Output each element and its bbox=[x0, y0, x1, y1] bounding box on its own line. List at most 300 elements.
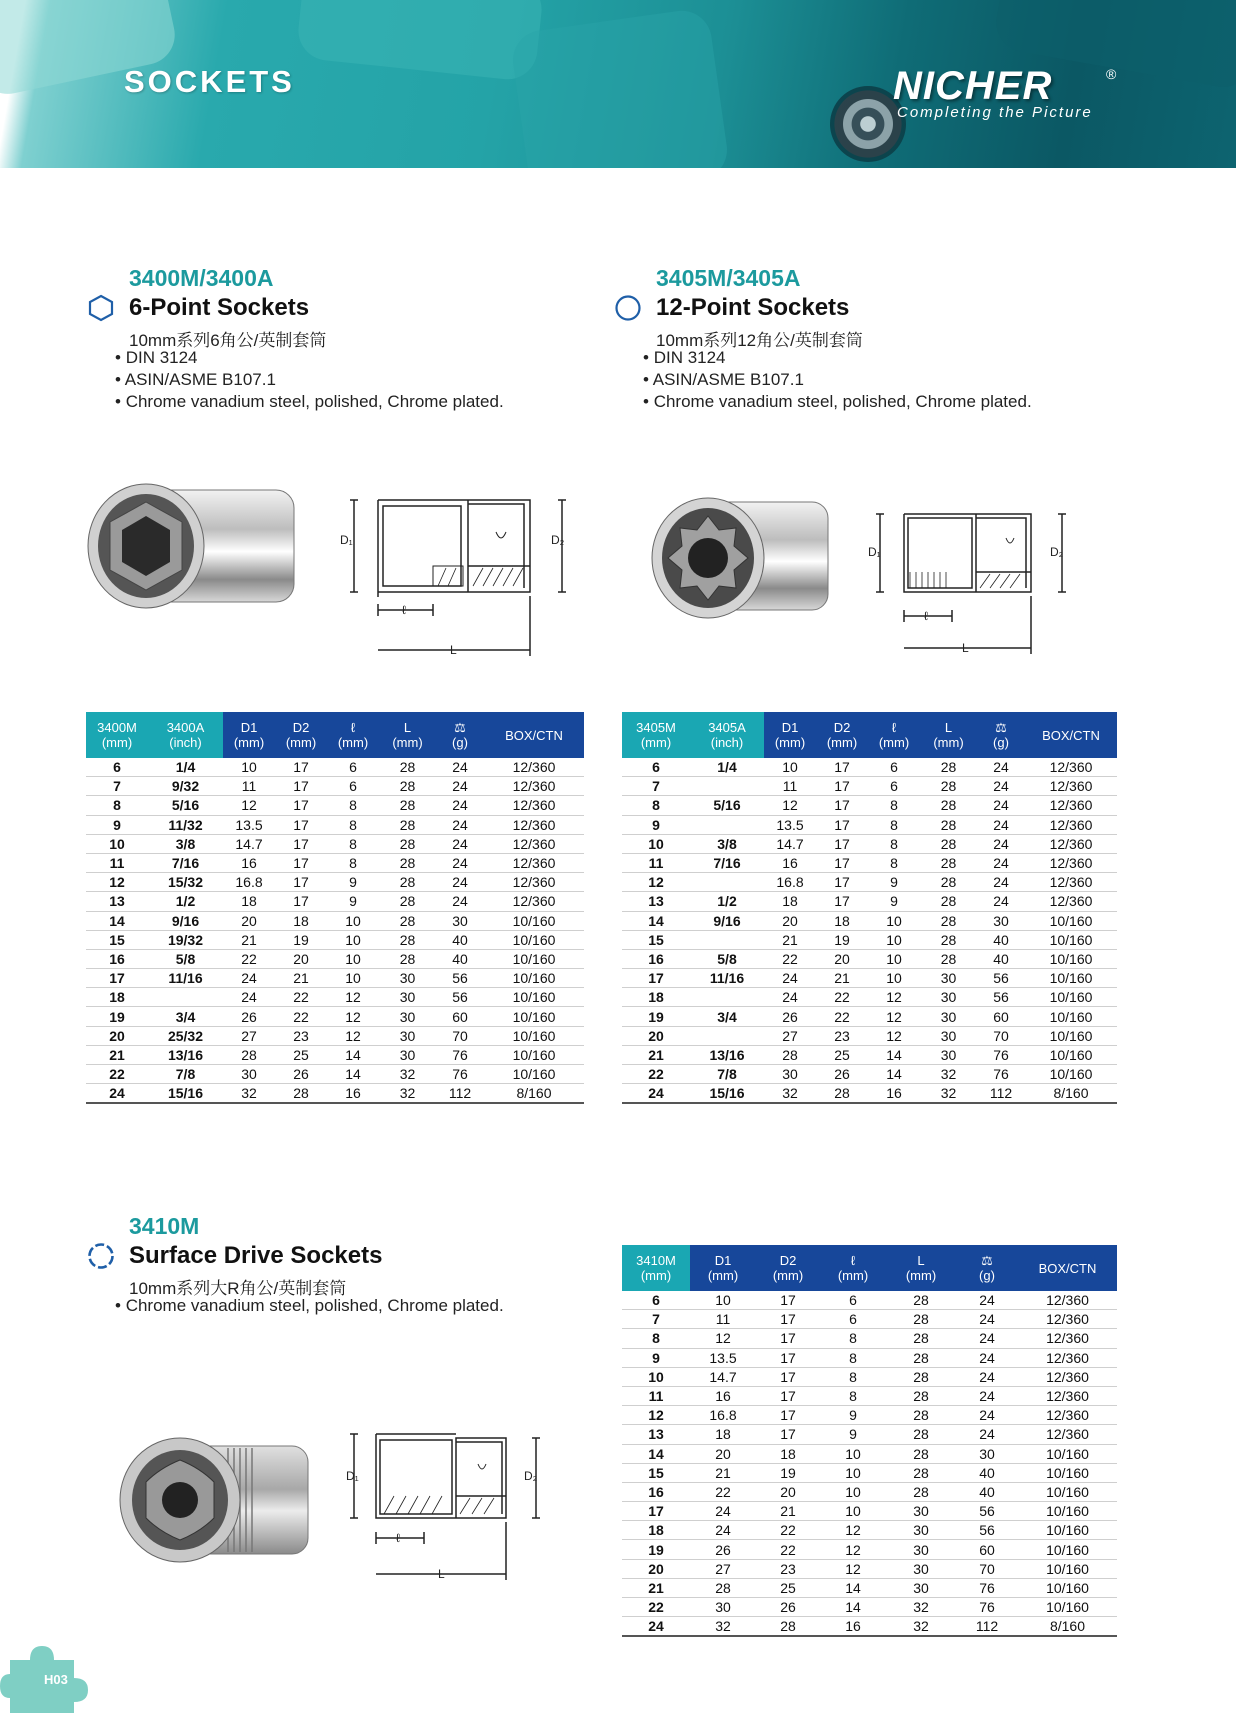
table-row bbox=[622, 815, 1117, 834]
table-cell: 9 bbox=[349, 893, 357, 910]
table-cell: 30 bbox=[913, 1503, 929, 1520]
table-cell: 28 bbox=[913, 1483, 929, 1500]
table-cell: 30 bbox=[399, 970, 416, 987]
d2-label: D₂ bbox=[551, 533, 565, 547]
table-cell: 14 bbox=[345, 1046, 361, 1063]
table-cell: 30 bbox=[913, 1522, 929, 1539]
table-cell: 19 bbox=[834, 931, 850, 948]
column-header-label: 3405M bbox=[636, 720, 676, 735]
table-cell: 12 bbox=[886, 989, 902, 1006]
table-cell: 24 bbox=[715, 1503, 731, 1520]
table-row bbox=[622, 1463, 1117, 1482]
table-cell: 8 bbox=[349, 816, 357, 833]
table-cell: 22 bbox=[293, 989, 309, 1006]
column-header bbox=[977, 712, 1025, 758]
table-cell: 12 bbox=[109, 874, 125, 891]
table-cell: 24 bbox=[993, 855, 1009, 872]
feature-item: • Chrome vanadium steel, polished, Chrome plated. bbox=[643, 391, 1032, 413]
table-cell: 24 bbox=[979, 1292, 995, 1309]
table-cell: 1/4 bbox=[175, 759, 196, 776]
column-header-label: L bbox=[403, 720, 412, 735]
table-cell bbox=[690, 988, 764, 1007]
feature-item: • ASIN/ASME B107.1 bbox=[643, 369, 1032, 391]
table-cell: 24 bbox=[452, 874, 468, 891]
table-row bbox=[86, 930, 584, 949]
column-header-unit: (mm) bbox=[772, 1268, 804, 1283]
table-cell: 32 bbox=[940, 1066, 957, 1083]
table-cell: 15 bbox=[648, 931, 664, 948]
table-cell: 30 bbox=[940, 970, 957, 987]
table-cell: 24 bbox=[993, 893, 1009, 910]
table-cell: 28 bbox=[913, 1311, 929, 1328]
table-row bbox=[622, 777, 1117, 796]
table-cell: 16 bbox=[845, 1618, 861, 1635]
table-cell: 40 bbox=[993, 950, 1009, 967]
table-cell: 24 bbox=[782, 970, 798, 987]
table-cell: 17 bbox=[834, 835, 850, 852]
table-cell: 11/16 bbox=[168, 970, 203, 987]
table-cell: 32 bbox=[399, 1066, 416, 1083]
product-code: 3405M/3405A bbox=[656, 265, 801, 291]
column-header bbox=[886, 1245, 956, 1291]
table-cell: 20 bbox=[834, 950, 850, 967]
table-cell: 13 bbox=[109, 893, 125, 910]
column-header-unit: (mm) bbox=[774, 735, 806, 750]
table-row bbox=[86, 834, 584, 853]
table-cell: 13/16 bbox=[167, 1046, 204, 1063]
table-cell: 10/160 bbox=[512, 912, 556, 929]
table-cell: 22 bbox=[834, 989, 850, 1006]
circle-outline-icon bbox=[614, 294, 642, 322]
table-cell: 28 bbox=[782, 1046, 798, 1063]
table-cell: 10 bbox=[648, 835, 664, 852]
table-cell: 10/160 bbox=[512, 1027, 556, 1044]
table-cell: 10 bbox=[345, 912, 361, 929]
table-cell: 13.5 bbox=[709, 1349, 737, 1366]
table-cell: 26 bbox=[782, 1008, 798, 1025]
table-cell: 11 bbox=[715, 1311, 731, 1328]
column-header bbox=[223, 712, 275, 758]
table-row bbox=[622, 873, 1117, 892]
table-cell: 12/360 bbox=[1049, 797, 1093, 814]
table-cell: 14 bbox=[648, 912, 664, 929]
hex-socket-photo bbox=[84, 480, 309, 615]
table-cell: 7 bbox=[652, 778, 660, 795]
column-header-label: ⚖ bbox=[981, 1253, 993, 1268]
table-cell: 10 bbox=[345, 950, 361, 967]
table-row bbox=[622, 758, 1117, 777]
table-cell: 12 bbox=[845, 1522, 861, 1539]
table-cell: 10 bbox=[109, 835, 125, 852]
table-cell: 17 bbox=[293, 759, 309, 776]
table-cell: 16.8 bbox=[709, 1407, 737, 1424]
table-cell: 17 bbox=[293, 816, 309, 833]
table-cell: 40 bbox=[993, 931, 1009, 948]
table-cell: 6 bbox=[849, 1311, 857, 1328]
table-cell: 10/160 bbox=[1046, 1464, 1089, 1481]
table-cell: 6 bbox=[652, 1292, 660, 1309]
table-cell: 21 bbox=[715, 1464, 731, 1481]
table-cell: 32 bbox=[940, 1085, 957, 1102]
table-cell: 27 bbox=[782, 1027, 798, 1044]
feature-item: • Chrome vanadium steel, polished, Chrome plated. bbox=[115, 391, 504, 413]
table-cell: 10 bbox=[345, 931, 361, 948]
table-cell: 22 bbox=[780, 1541, 796, 1558]
column-header-label: D1 bbox=[714, 1253, 732, 1268]
table-row bbox=[86, 873, 584, 892]
table-cell: 24 bbox=[993, 778, 1009, 795]
table-cell: 30 bbox=[913, 1541, 929, 1558]
table-cell: 24 bbox=[993, 835, 1009, 852]
table-cell: 8 bbox=[652, 797, 660, 814]
table-cell: 76 bbox=[979, 1599, 995, 1616]
table-cell: 30 bbox=[993, 912, 1009, 929]
table-cell: 12/360 bbox=[512, 893, 556, 910]
table-cell: 16.8 bbox=[235, 874, 263, 891]
table-cell: 25 bbox=[834, 1046, 850, 1063]
table-row bbox=[622, 834, 1117, 853]
table-cell: 20 bbox=[648, 1560, 664, 1577]
table-cell: 56 bbox=[452, 970, 468, 987]
table-cell: 32 bbox=[715, 1618, 731, 1635]
table-cell: 11 bbox=[648, 1388, 664, 1405]
table-cell: 28 bbox=[940, 759, 957, 776]
table-cell: 6 bbox=[652, 759, 660, 776]
table-cell: 28 bbox=[715, 1579, 731, 1596]
column-header-label: ⚖ bbox=[995, 720, 1007, 735]
table-cell: 10/160 bbox=[1049, 1066, 1093, 1083]
table-cell: 10/160 bbox=[1046, 1445, 1089, 1462]
table-cell: 12/360 bbox=[1049, 816, 1093, 833]
table-cell: 16 bbox=[241, 855, 257, 872]
table-cell: 6 bbox=[849, 1292, 857, 1309]
column-header bbox=[622, 712, 690, 758]
section-title: Surface Drive Sockets bbox=[129, 1242, 383, 1269]
table-row bbox=[622, 1617, 1117, 1637]
table-cell: 27 bbox=[715, 1560, 731, 1577]
table-cell: 20 bbox=[241, 912, 257, 929]
table-row bbox=[622, 1521, 1117, 1540]
table-cell: 10/160 bbox=[512, 1008, 556, 1025]
table-cell: 28 bbox=[399, 912, 416, 929]
table-cell: 70 bbox=[979, 1560, 995, 1577]
column-header bbox=[86, 712, 148, 758]
table-cell: 28 bbox=[399, 931, 416, 948]
table-cell: 8 bbox=[652, 1330, 660, 1347]
table-row bbox=[622, 1578, 1117, 1597]
table-cell: 32 bbox=[782, 1085, 798, 1102]
column-header bbox=[622, 1245, 690, 1291]
table-cell: 17 bbox=[780, 1292, 796, 1309]
table-cell: 17 bbox=[780, 1368, 796, 1385]
column-header-unit: (mm) bbox=[707, 1268, 739, 1283]
brand-tagline: Completing the Picture bbox=[897, 104, 1093, 121]
table-cell: 28 bbox=[241, 1046, 257, 1063]
table-cell: 28 bbox=[913, 1349, 929, 1366]
registered-mark: ® bbox=[1106, 66, 1117, 82]
section-subtitle: 10mm系列6角公/英制套筒 bbox=[129, 331, 327, 350]
table-cell: 24 bbox=[452, 835, 468, 852]
table-cell: 19 bbox=[293, 931, 309, 948]
column-header-label: 3400M bbox=[97, 720, 137, 735]
table-cell: 28 bbox=[399, 855, 416, 872]
table-cell: 5/8 bbox=[175, 950, 196, 967]
spec-table-3400 bbox=[86, 712, 584, 1104]
table-cell: 24 bbox=[452, 797, 468, 814]
table-cell: 28 bbox=[940, 874, 957, 891]
table-cell bbox=[690, 1026, 764, 1045]
table-cell: 22 bbox=[834, 1008, 850, 1025]
column-header bbox=[436, 712, 484, 758]
table-row bbox=[86, 988, 584, 1007]
table-cell: 21 bbox=[648, 1579, 664, 1596]
table-cell: 112 bbox=[448, 1085, 472, 1102]
table-cell: 21 bbox=[293, 970, 309, 987]
table-cell: 21 bbox=[241, 931, 257, 948]
table-cell: 30 bbox=[452, 912, 468, 929]
table-cell: 14.7 bbox=[709, 1368, 737, 1385]
table-cell: 24 bbox=[993, 797, 1009, 814]
table-cell: 14 bbox=[648, 1445, 664, 1462]
column-header bbox=[1025, 712, 1117, 758]
table-cell: 10 bbox=[886, 912, 902, 929]
table-cell: 8 bbox=[349, 855, 357, 872]
column-header-label: BOX/CTN bbox=[1042, 727, 1100, 743]
table-row bbox=[622, 853, 1117, 872]
table-cell: 22 bbox=[780, 1522, 796, 1539]
table-cell: 8 bbox=[849, 1388, 857, 1405]
puzzle-piece-decoration bbox=[295, 0, 544, 82]
table-cell: 8/160 bbox=[1049, 1618, 1086, 1635]
table-row bbox=[622, 930, 1117, 949]
table-cell: 11/16 bbox=[709, 970, 745, 987]
table-cell: 14 bbox=[845, 1579, 861, 1596]
table-cell: 14 bbox=[109, 912, 125, 929]
table-cell: 28 bbox=[399, 778, 416, 795]
table-cell: 10/160 bbox=[512, 950, 556, 967]
table-cell: 14.7 bbox=[235, 835, 263, 852]
table-cell: 30 bbox=[940, 1027, 957, 1044]
table-cell: 28 bbox=[940, 931, 957, 948]
column-header-label: ℓ bbox=[350, 720, 356, 735]
table-cell: 24 bbox=[979, 1349, 995, 1366]
table-cell: 17 bbox=[293, 778, 309, 795]
table-cell: 12/360 bbox=[1046, 1330, 1089, 1347]
table-cell: 24 bbox=[452, 893, 468, 910]
table-cell: 17 bbox=[648, 1503, 664, 1520]
table-cell: 10/160 bbox=[512, 931, 556, 948]
spec-table-3410 bbox=[622, 1245, 1117, 1637]
table-cell: 17 bbox=[780, 1407, 796, 1424]
table-cell: 10/160 bbox=[1049, 989, 1093, 1006]
column-header bbox=[148, 712, 223, 758]
table-row bbox=[622, 796, 1117, 815]
table-cell: 19 bbox=[780, 1464, 796, 1481]
table-cell: 3/4 bbox=[717, 1008, 737, 1025]
feature-item: • DIN 3124 bbox=[115, 347, 504, 369]
table-cell: 1/2 bbox=[717, 893, 737, 910]
table-row bbox=[622, 1540, 1117, 1559]
table-cell: 12/360 bbox=[1046, 1368, 1089, 1385]
table-cell: 24 bbox=[993, 816, 1009, 833]
table-cell: 24 bbox=[782, 989, 798, 1006]
column-header bbox=[816, 712, 868, 758]
table-cell: 17 bbox=[834, 855, 850, 872]
table-cell: 9 bbox=[849, 1407, 857, 1424]
table-cell: 5/16 bbox=[713, 797, 741, 814]
table-cell: 10/160 bbox=[1046, 1541, 1089, 1558]
table-cell: 24 bbox=[648, 1618, 664, 1635]
table-cell: 12/360 bbox=[512, 855, 556, 872]
table-cell: 21 bbox=[782, 931, 798, 948]
table-cell: 16 bbox=[109, 950, 125, 967]
column-header bbox=[868, 712, 920, 758]
table-cell: 12/360 bbox=[1049, 893, 1093, 910]
table-cell: 5/16 bbox=[171, 797, 200, 814]
table-cell: 15/32 bbox=[167, 874, 204, 891]
table-row bbox=[86, 1007, 584, 1026]
d1-label: D₁ bbox=[346, 1469, 359, 1483]
table-cell: 30 bbox=[399, 1027, 416, 1044]
table-cell: 12 bbox=[886, 1008, 902, 1025]
column-header bbox=[756, 1245, 820, 1291]
feature-list bbox=[643, 347, 1032, 413]
table-cell: 8 bbox=[349, 835, 357, 852]
surface-drive-socket-photo bbox=[116, 1434, 316, 1570]
table-cell: 30 bbox=[940, 989, 957, 1006]
table-cell: 12 bbox=[345, 989, 361, 1006]
table-cell: 15/16 bbox=[167, 1085, 204, 1102]
twelve-point-socket-photo bbox=[648, 494, 833, 624]
table-cell: 12/360 bbox=[1046, 1311, 1089, 1328]
table-cell: 6 bbox=[349, 759, 357, 776]
page-title: SOCKETS bbox=[124, 64, 295, 99]
column-header-unit: (mm) bbox=[905, 1268, 937, 1283]
table-cell: 30 bbox=[241, 1066, 257, 1083]
table-cell: 28 bbox=[293, 1085, 309, 1102]
table-cell: 12 bbox=[886, 1027, 902, 1044]
table-cell: 17 bbox=[293, 855, 309, 872]
table-cell: 12/360 bbox=[1046, 1426, 1089, 1443]
table-cell: 28 bbox=[399, 874, 416, 891]
column-header bbox=[327, 712, 379, 758]
d1-label: D₁ bbox=[340, 533, 353, 547]
table-row bbox=[86, 758, 584, 777]
table-cell: 26 bbox=[293, 1066, 309, 1083]
table-cell: 22 bbox=[293, 1008, 309, 1025]
small-l-label: ℓ bbox=[924, 609, 928, 623]
table-cell: 56 bbox=[993, 989, 1009, 1006]
table-cell: 10/160 bbox=[1046, 1522, 1089, 1539]
table-cell: 112 bbox=[989, 1085, 1013, 1102]
table-cell: 11 bbox=[648, 855, 664, 872]
table-cell: 8/160 bbox=[516, 1085, 552, 1102]
dashed-circle-icon bbox=[87, 1242, 115, 1270]
table-cell: 12/360 bbox=[1046, 1349, 1089, 1366]
table-cell: 10 bbox=[886, 950, 902, 967]
table-cell: 76 bbox=[979, 1579, 995, 1596]
table-cell: 12/360 bbox=[1046, 1388, 1089, 1405]
table-cell: 17 bbox=[834, 797, 850, 814]
table-row bbox=[622, 988, 1117, 1007]
section-title: 6-Point Sockets bbox=[129, 294, 310, 321]
table-cell: 17 bbox=[293, 893, 309, 910]
table-cell: 70 bbox=[993, 1027, 1009, 1044]
table-cell: 24 bbox=[979, 1368, 995, 1385]
big-l-label: L bbox=[438, 1567, 445, 1581]
table-cell: 18 bbox=[780, 1445, 796, 1462]
table-cell: 16 bbox=[345, 1085, 361, 1102]
feature-list bbox=[115, 347, 504, 413]
table-body bbox=[86, 758, 584, 1103]
table-row bbox=[86, 1045, 584, 1064]
table-cell: 25/32 bbox=[167, 1027, 204, 1044]
table-cell: 24 bbox=[979, 1407, 995, 1424]
spec-table-3405 bbox=[622, 712, 1117, 1104]
column-header bbox=[484, 712, 584, 758]
feature-item: • Chrome vanadium steel, polished, Chrome plated. bbox=[115, 1295, 504, 1317]
column-header-label: BOX/CTN bbox=[1038, 1260, 1097, 1276]
table-row bbox=[86, 1084, 584, 1104]
table-cell: 9/16 bbox=[171, 912, 200, 929]
table-cell: 24 bbox=[452, 816, 468, 833]
table-cell: 22 bbox=[241, 950, 257, 967]
table-cell: 9 bbox=[652, 1349, 660, 1366]
table-cell: 7/16 bbox=[713, 855, 741, 872]
table-cell: 15 bbox=[109, 931, 125, 948]
table-cell: 32 bbox=[241, 1085, 257, 1102]
column-header bbox=[1018, 1245, 1117, 1291]
table-cell: 28 bbox=[913, 1445, 929, 1462]
page-number: H03 bbox=[44, 1672, 68, 1687]
table-cell: 12/360 bbox=[1049, 778, 1093, 795]
table-cell: 17 bbox=[780, 1426, 796, 1443]
table-row bbox=[622, 1348, 1117, 1367]
table-cell: 24 bbox=[993, 874, 1009, 891]
table-cell: 15/16 bbox=[709, 1085, 745, 1102]
table-cell: 28 bbox=[399, 759, 416, 776]
table-cell: 16.8 bbox=[776, 874, 804, 891]
table-cell: 56 bbox=[979, 1503, 995, 1520]
table-cell: 8 bbox=[349, 797, 357, 814]
table-cell: 14 bbox=[845, 1599, 861, 1616]
table-cell: 10 bbox=[345, 970, 361, 987]
column-header-label: D2 bbox=[779, 1253, 797, 1268]
table-cell: 17 bbox=[834, 759, 850, 776]
table-row bbox=[86, 815, 584, 834]
table-cell: 19 bbox=[648, 1008, 664, 1025]
table-cell: 10 bbox=[886, 970, 902, 987]
column-header-label: D1 bbox=[781, 720, 799, 735]
table-cell: 22 bbox=[648, 1599, 664, 1616]
table-cell: 8/160 bbox=[1053, 1085, 1089, 1102]
table-cell: 17 bbox=[834, 778, 850, 795]
table-cell: 10/160 bbox=[1046, 1503, 1089, 1520]
table-body bbox=[622, 1291, 1117, 1636]
table-cell: 28 bbox=[940, 950, 957, 967]
section-subtitle: 10mm系列大R角公/英制套筒 bbox=[129, 1279, 347, 1298]
table-cell: 20 bbox=[293, 950, 309, 967]
table-cell: 8 bbox=[113, 797, 121, 814]
table-cell: 24 bbox=[241, 989, 257, 1006]
table-cell: 19 bbox=[109, 1008, 125, 1025]
table-cell: 18 bbox=[648, 1522, 664, 1539]
table-row bbox=[86, 911, 584, 930]
table-row bbox=[622, 1329, 1117, 1348]
column-header bbox=[690, 712, 764, 758]
table-cell: 22 bbox=[109, 1066, 125, 1083]
table-cell: 24 bbox=[979, 1388, 995, 1405]
